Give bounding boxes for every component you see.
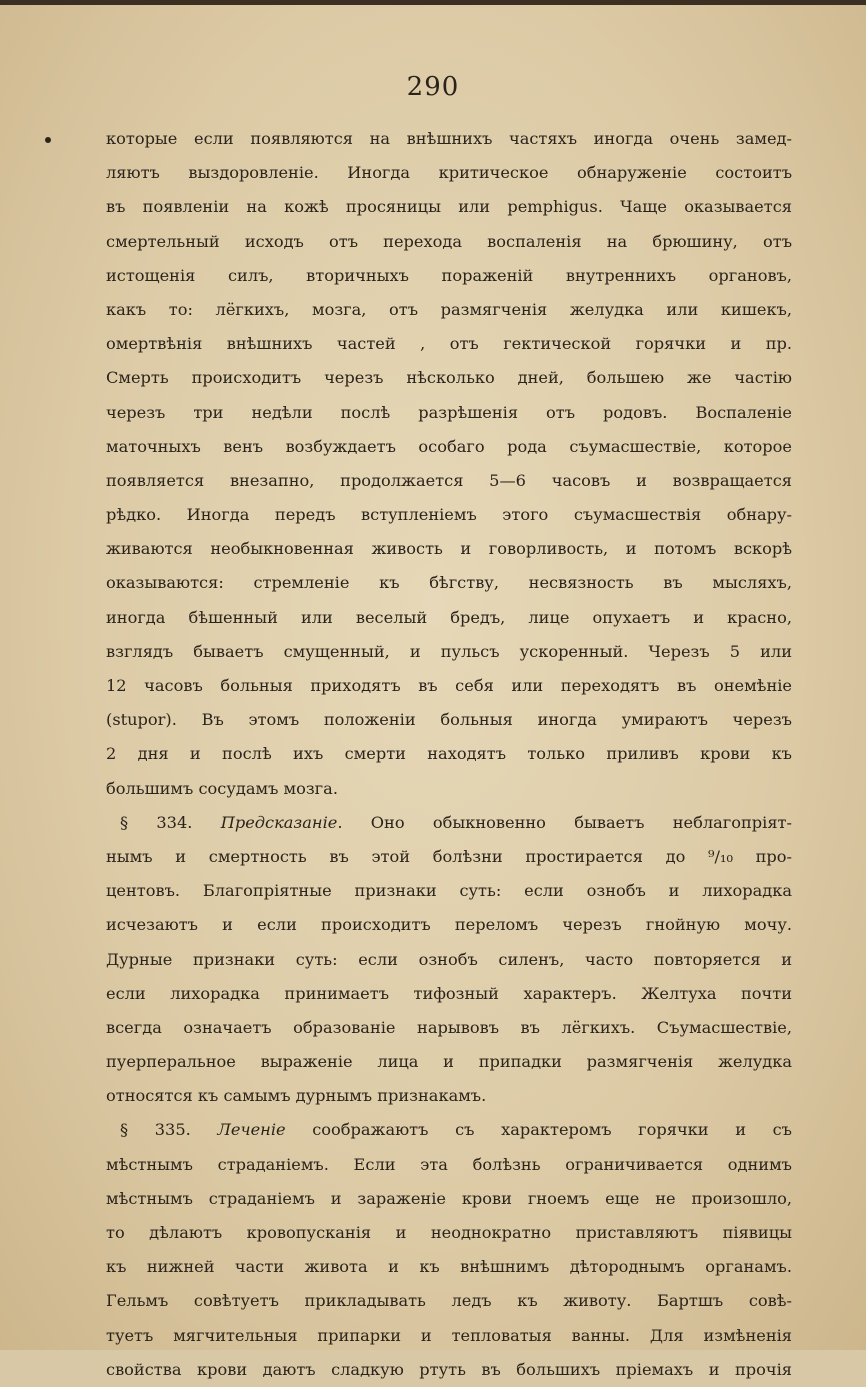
section-number: § 334. [120,812,193,832]
section-text: соображаютъ съ характеромъ горячки и съ [312,1120,792,1140]
text-line: смертельный исходъ отъ перехода воспаленія на брюшину, отъ [106,231,792,251]
page-top-edge [0,0,866,5]
text-line: 2 дня и послѣ ихъ смерти находятъ только приливъ крови къ [106,744,792,764]
text-line: свойства крови даютъ сладкую ртуть въ большихъ пріемахъ и прочія [106,1359,792,1379]
text-line: въ появленіи на кожѣ просяницы или pemphigus. Чаще оказывается [106,197,792,217]
text-line: нымъ и смертность въ этой болѣзни простирается до ⁹/₁₀ про- [106,846,792,866]
section-heading: Леченіе [217,1120,286,1140]
margin-mark [45,137,51,143]
text-line: 12 часовъ больныя приходятъ въ себя или переходятъ въ онемѣніе [106,676,792,695]
text-line: если лихорадка принимаетъ тифозный характеръ. Желтуха почти [106,983,792,1003]
text-line: рѣдко. Иногда передъ вступленіемъ этого съумасшествія обнару- [106,505,792,525]
text-line: ляютъ выздоровленіе. Иногда критическое обнаруженіе состоитъ [106,163,792,183]
text-line: пуерперальное выраженіе лица и припадки размягченія желудка [106,1052,792,1072]
text-line: черезъ три недѣли послѣ разрѣшенія отъ родовъ. Воспаленіе [106,402,792,422]
text-line: то дѣлаютъ кровопусканія и неоднократно приставляютъ піявицы [106,1223,792,1242]
text-line: относятся къ самымъ дурнымъ признакамъ. [106,1086,487,1106]
text-line: мѣстнымъ страданіемъ и зараженіе крови гноемъ еще не произошло, [106,1188,792,1208]
text-line: истощенія силъ, вторичныхъ пораженій внутреннихъ органовъ, [106,265,792,285]
text-line: Дурные признаки суть: если ознобъ силенъ, часто повторяется и [106,949,792,969]
text-line: Смерть происходитъ черезъ нѣсколько дней, большею же частію [106,368,792,388]
text-line: оказываются: стремленіе къ бѣгству, несвязность въ мысляхъ, [106,573,792,593]
text-line: живаются необыкновенная живость и говорливость, и потомъ вскорѣ [106,539,792,559]
text-line: исчезаютъ и если происходитъ переломъ черезъ гнойную мочу. [106,915,792,935]
text-line: иногда бѣшенный или веселый бредъ, лице опухаетъ и красно, [106,607,792,627]
text-line: появляется внезапно, продолжается 5—6 часовъ и возвращается [106,470,792,490]
section-heading: Предсказаніе. [220,812,343,832]
section-334-first-line [106,806,792,840]
section-text: Оно обыкновенно бываетъ неблагопріят- [370,812,792,832]
text-line: которые если появляются на внѣшнихъ частяхъ иногда очень замед- [106,129,792,148]
text-line: омертвѣнія внѣшнихъ частей , отъ гектической горячки и пр. [106,334,792,354]
page-body [106,122,792,1387]
page-number: 290 [406,72,460,102]
text-line: Гельмъ совѣтуетъ прикладывать ледъ къ животу. Бартшъ совѣ- [106,1291,792,1311]
text-line: къ нижней части живота и къ внѣшнимъ дѣтороднымъ органамъ. [106,1257,792,1277]
text-line: всегда означаетъ образованіе нарывовъ въ лёгкихъ. Съумасшествіе, [106,1017,792,1037]
text-line: большимъ сосудамъ мозга. [106,778,338,798]
text-line: центовъ. Благопріятные признаки суть: если ознобъ и лихорадка [106,881,792,901]
section-335-first-line [106,1113,792,1147]
section-number: § 335. [120,1120,191,1140]
text-line: какъ то: лёгкихъ, мозга, отъ размягченія желудка или кишекъ, [106,299,792,319]
text-line: (stupor). Въ этомъ положеніи больныя иногда умираютъ черезъ [106,710,792,730]
text-line: маточныхъ венъ возбуждаетъ особаго рода съумасшествіе, которое [106,436,792,456]
text-line: туетъ мягчительныя припарки и тепловатыя ванны. Для измѣненія [106,1325,792,1345]
text-line: мѣстнымъ страданіемъ. Если эта болѣзнь ограничивается однимъ [106,1154,792,1174]
text-line: взглядъ бываетъ смущенный, и пульсъ ускоренный. Черезъ 5 или [106,641,792,661]
